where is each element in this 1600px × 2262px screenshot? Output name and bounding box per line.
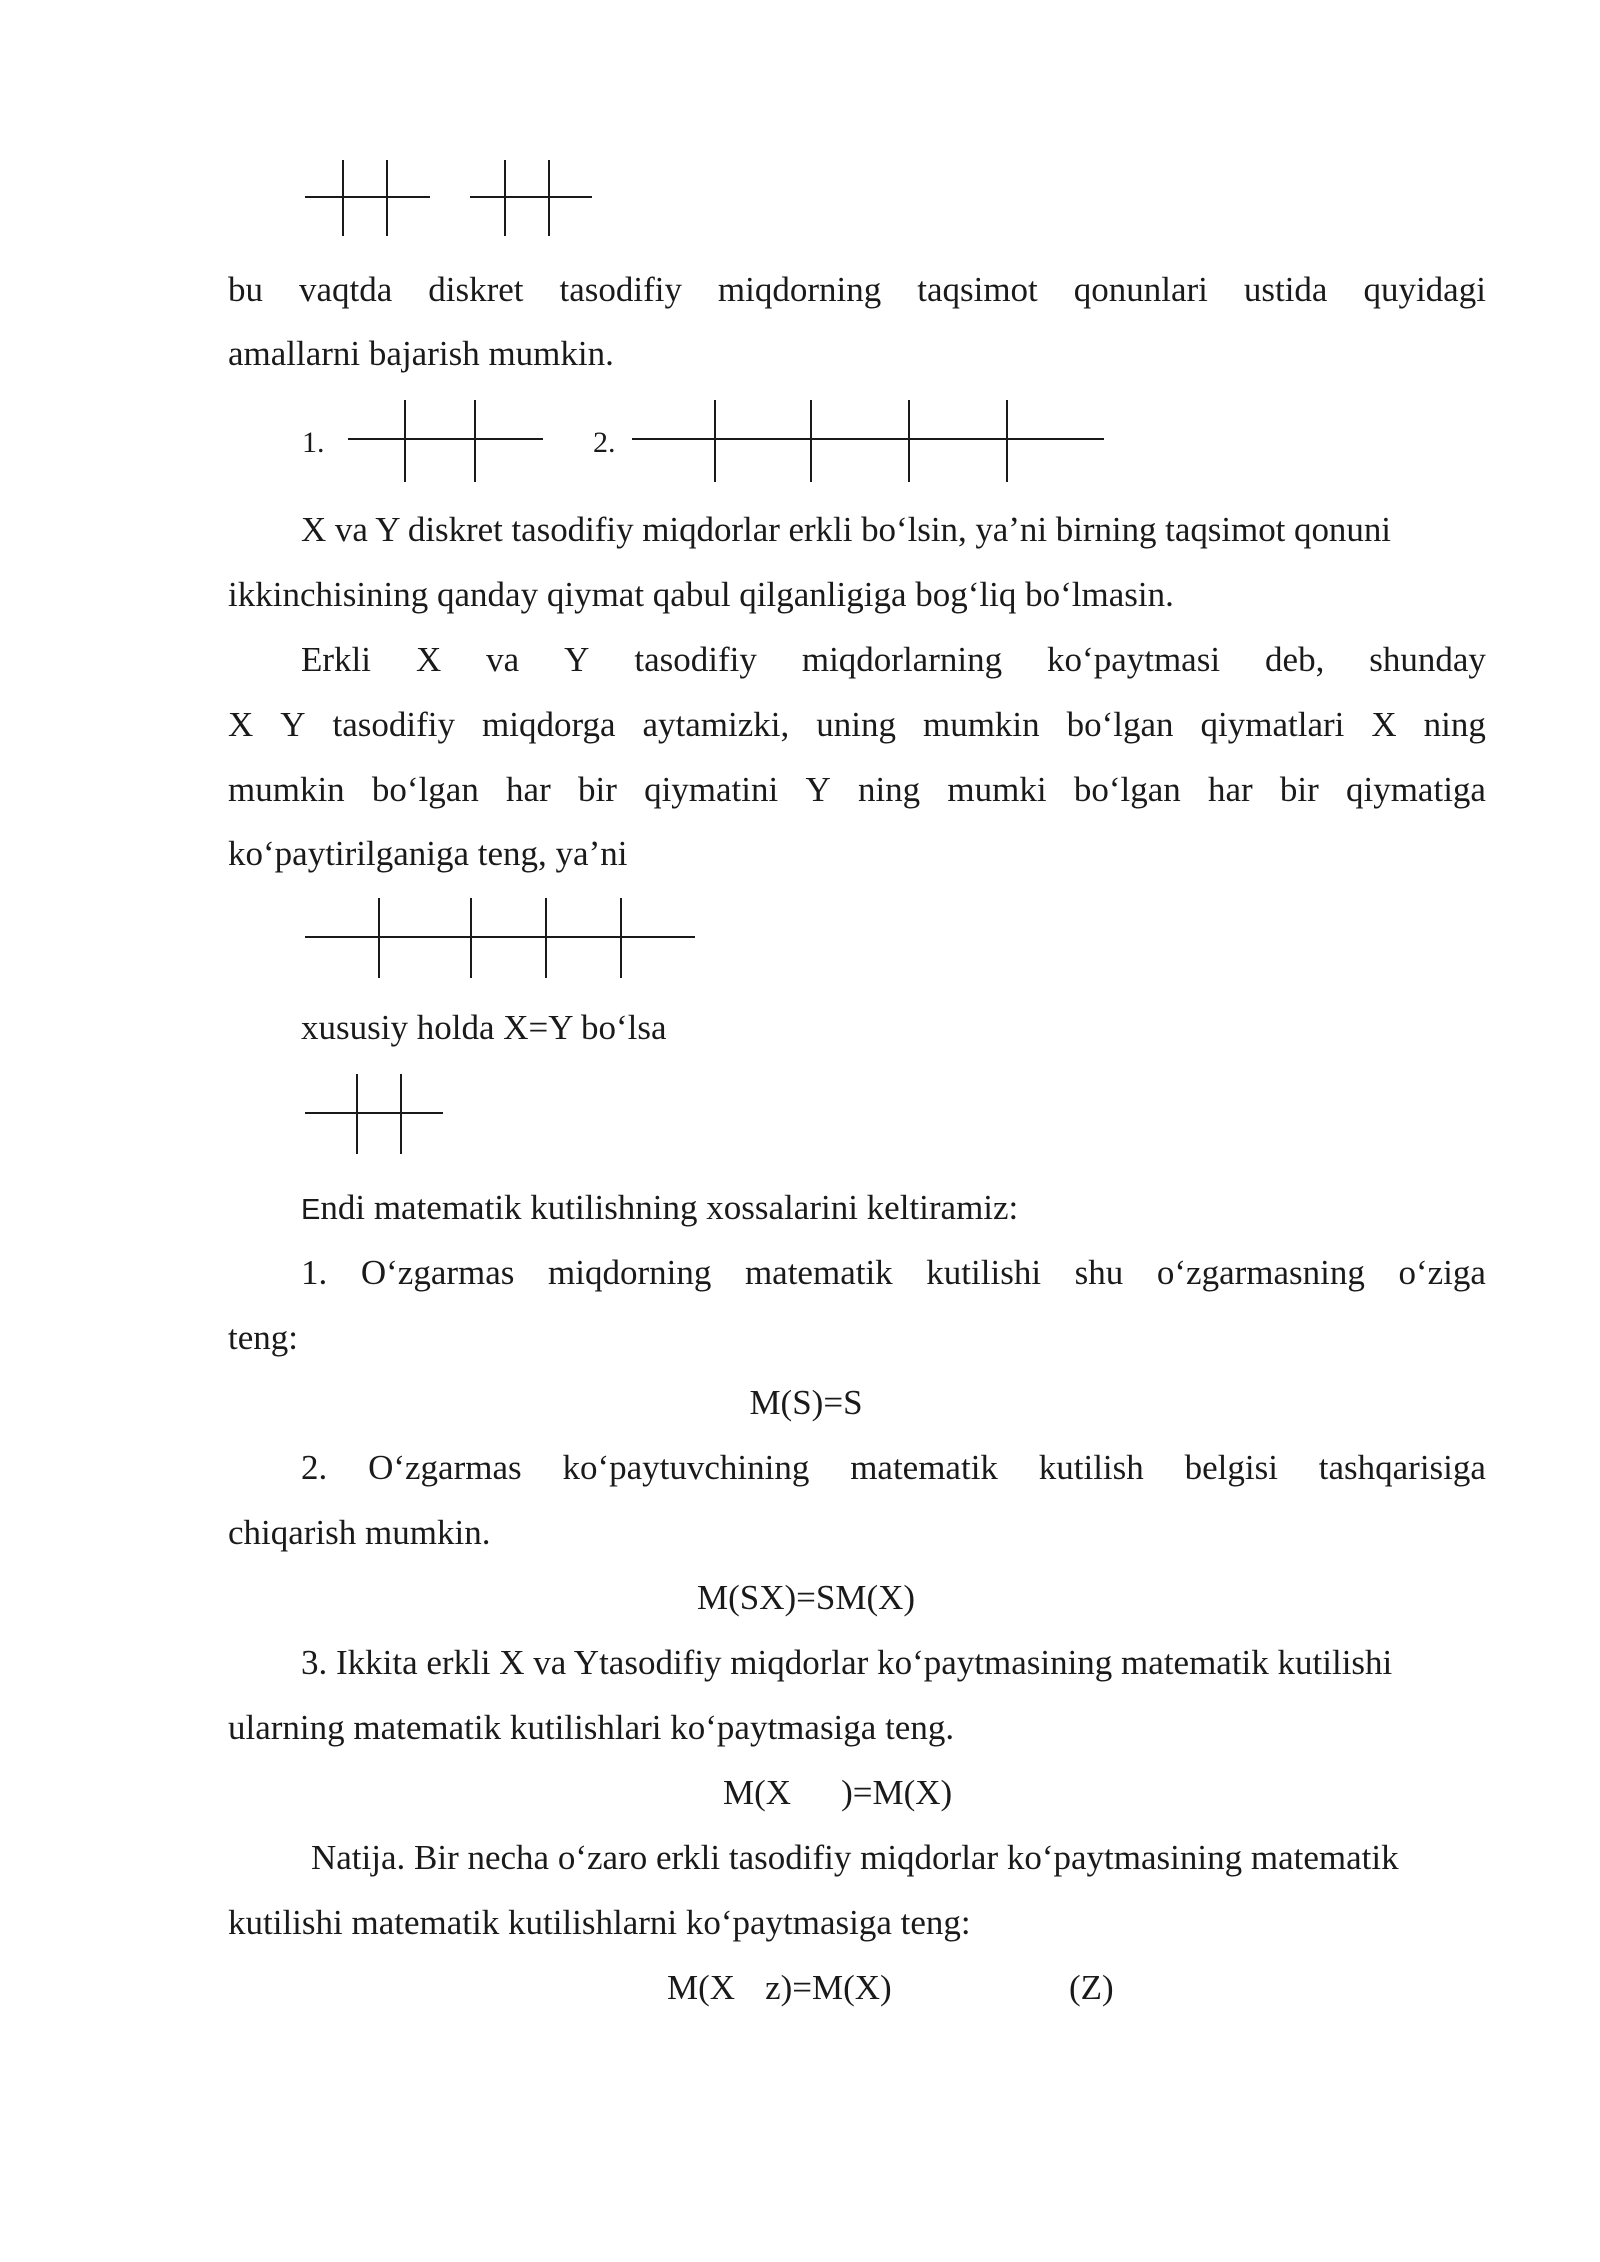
word: bir: [577, 770, 617, 809]
word: miqdorning: [717, 270, 882, 309]
word: har: [506, 770, 551, 809]
word: bu: [228, 270, 263, 309]
word: 1.: [301, 1253, 328, 1292]
word: miqdorga: [482, 705, 616, 744]
word: kutilishi: [926, 1253, 1042, 1292]
word: mumkin: [228, 770, 345, 809]
property-2-line-2: chiqarish mumkin.: [228, 1513, 491, 1552]
word: matematik: [850, 1448, 998, 1487]
word: koʻpaytuvchining: [562, 1448, 810, 1487]
word: mumki: [947, 770, 1047, 809]
word: Y: [564, 640, 590, 679]
word: miqdorlarning: [801, 640, 1003, 679]
properties-intro: [301, 1190, 1018, 1225]
property-3-line-2: ularning matematik kutilishlari koʻpaytmasiga teng.: [228, 1708, 955, 1747]
word: quyidagi: [1363, 270, 1486, 309]
formula-4-left: M(X: [667, 1968, 736, 2007]
paragraph-3-line-1: [301, 642, 1486, 677]
word: Erkli: [301, 640, 371, 679]
word: 2.: [301, 1448, 328, 1487]
word: boʻlgan: [371, 770, 479, 809]
formula-4-tag: (Z): [1069, 1968, 1114, 2007]
word: boʻlgan: [1073, 770, 1181, 809]
paragraph-3-line-2: [228, 707, 1486, 742]
formula-1: M(S)=S: [749, 1383, 863, 1422]
word: oʻzgarmasning: [1156, 1253, 1365, 1292]
word: va: [486, 640, 520, 679]
formula-2: M(SX)=SM(X): [696, 1578, 916, 1617]
paragraph-2-line-1: X va Y diskret tasodifiy miqdorlar erkli boʻlsin, yaʼni birning taqsimot qonuni: [301, 510, 1391, 549]
word: mumkin: [922, 705, 1040, 744]
paragraph-4: xususiy holda X=Y boʻlsa: [301, 1008, 667, 1047]
property-1-line-1: [301, 1255, 1486, 1290]
word: koʻpaytmasi: [1047, 640, 1221, 679]
property-3-line-1: 3. Ikkita erkli X va Ytasodifiy miqdorlar koʻpaytmasining matematik kutilishi: [301, 1643, 1393, 1682]
word: belgisi: [1184, 1448, 1278, 1487]
paragraph-1-line-1: [228, 272, 1486, 307]
word: tashqarisiga: [1318, 1448, 1486, 1487]
formula-3: [723, 1775, 952, 1810]
word: tasodifiy: [559, 270, 682, 309]
word: ning: [1423, 705, 1486, 744]
word: tasodifiy: [332, 705, 456, 744]
corollary-line-1: Natija. Bir necha oʻzaro erkli tasodifiy miqdorlar koʻpaytmasining matematik: [311, 1838, 1399, 1877]
operation-number-2: 2.: [593, 426, 616, 459]
word: vaqtda: [298, 270, 393, 309]
word: Oʻzgarmas: [360, 1253, 515, 1292]
word: diskret: [428, 270, 524, 309]
paragraph-3-line-3: [228, 772, 1486, 807]
formula-4-mid: z)=M(X): [765, 1968, 892, 2007]
word: X: [415, 640, 442, 679]
paragraph-3-line-4: koʻpaytirilganiga teng, yaʼni: [228, 834, 628, 873]
word: tasodifiy: [634, 640, 757, 679]
property-2-line-1: [301, 1450, 1486, 1485]
word: oʻziga: [1398, 1253, 1486, 1292]
corollary-line-2: kutilishi matematik kutilishlarni koʻpaytmasiga teng:: [228, 1903, 971, 1942]
word: aytamizki,: [642, 705, 790, 744]
word: Y: [280, 705, 306, 744]
word: boʻlgan: [1066, 705, 1174, 744]
formula-3-right: )=M(X): [841, 1773, 953, 1812]
word: kutilish: [1038, 1448, 1144, 1487]
formula-3-left: M(X: [723, 1773, 792, 1812]
word: deb,: [1265, 640, 1325, 679]
intro-prefix: E: [301, 1194, 321, 1226]
operation-number-1: 1.: [302, 426, 325, 459]
word: taqsimot: [917, 270, 1038, 309]
word: Y: [805, 770, 831, 809]
word: uning: [816, 705, 896, 744]
word: har: [1207, 770, 1253, 809]
paragraph-2-line-2: ikkinchisining qanday qiymat qabul qilganligiga bogʻliq boʻlmasin.: [228, 575, 1174, 614]
word: qiymatini: [644, 770, 779, 809]
word: bir: [1279, 770, 1319, 809]
paragraph-1-line-2: amallarni bajarish mumkin.: [228, 334, 614, 373]
word: qiymatiga: [1345, 770, 1486, 809]
intro-text: ndi matematik kutilishning xossalarini keltiramiz:: [320, 1188, 1019, 1227]
word: X: [228, 705, 254, 744]
word: X: [1371, 705, 1397, 744]
word: qonunlari: [1073, 270, 1208, 309]
property-1-line-2: teng:: [228, 1318, 298, 1357]
word: shu: [1074, 1253, 1124, 1292]
word: qiymatlari: [1200, 705, 1345, 744]
word: ning: [857, 770, 921, 809]
formula-4: [667, 1970, 892, 2005]
word: miqdorning: [548, 1253, 712, 1292]
word: matematik: [744, 1253, 893, 1292]
word: ustida: [1243, 270, 1328, 309]
word: Oʻzgarmas: [368, 1448, 522, 1487]
word: shunday: [1369, 640, 1486, 679]
